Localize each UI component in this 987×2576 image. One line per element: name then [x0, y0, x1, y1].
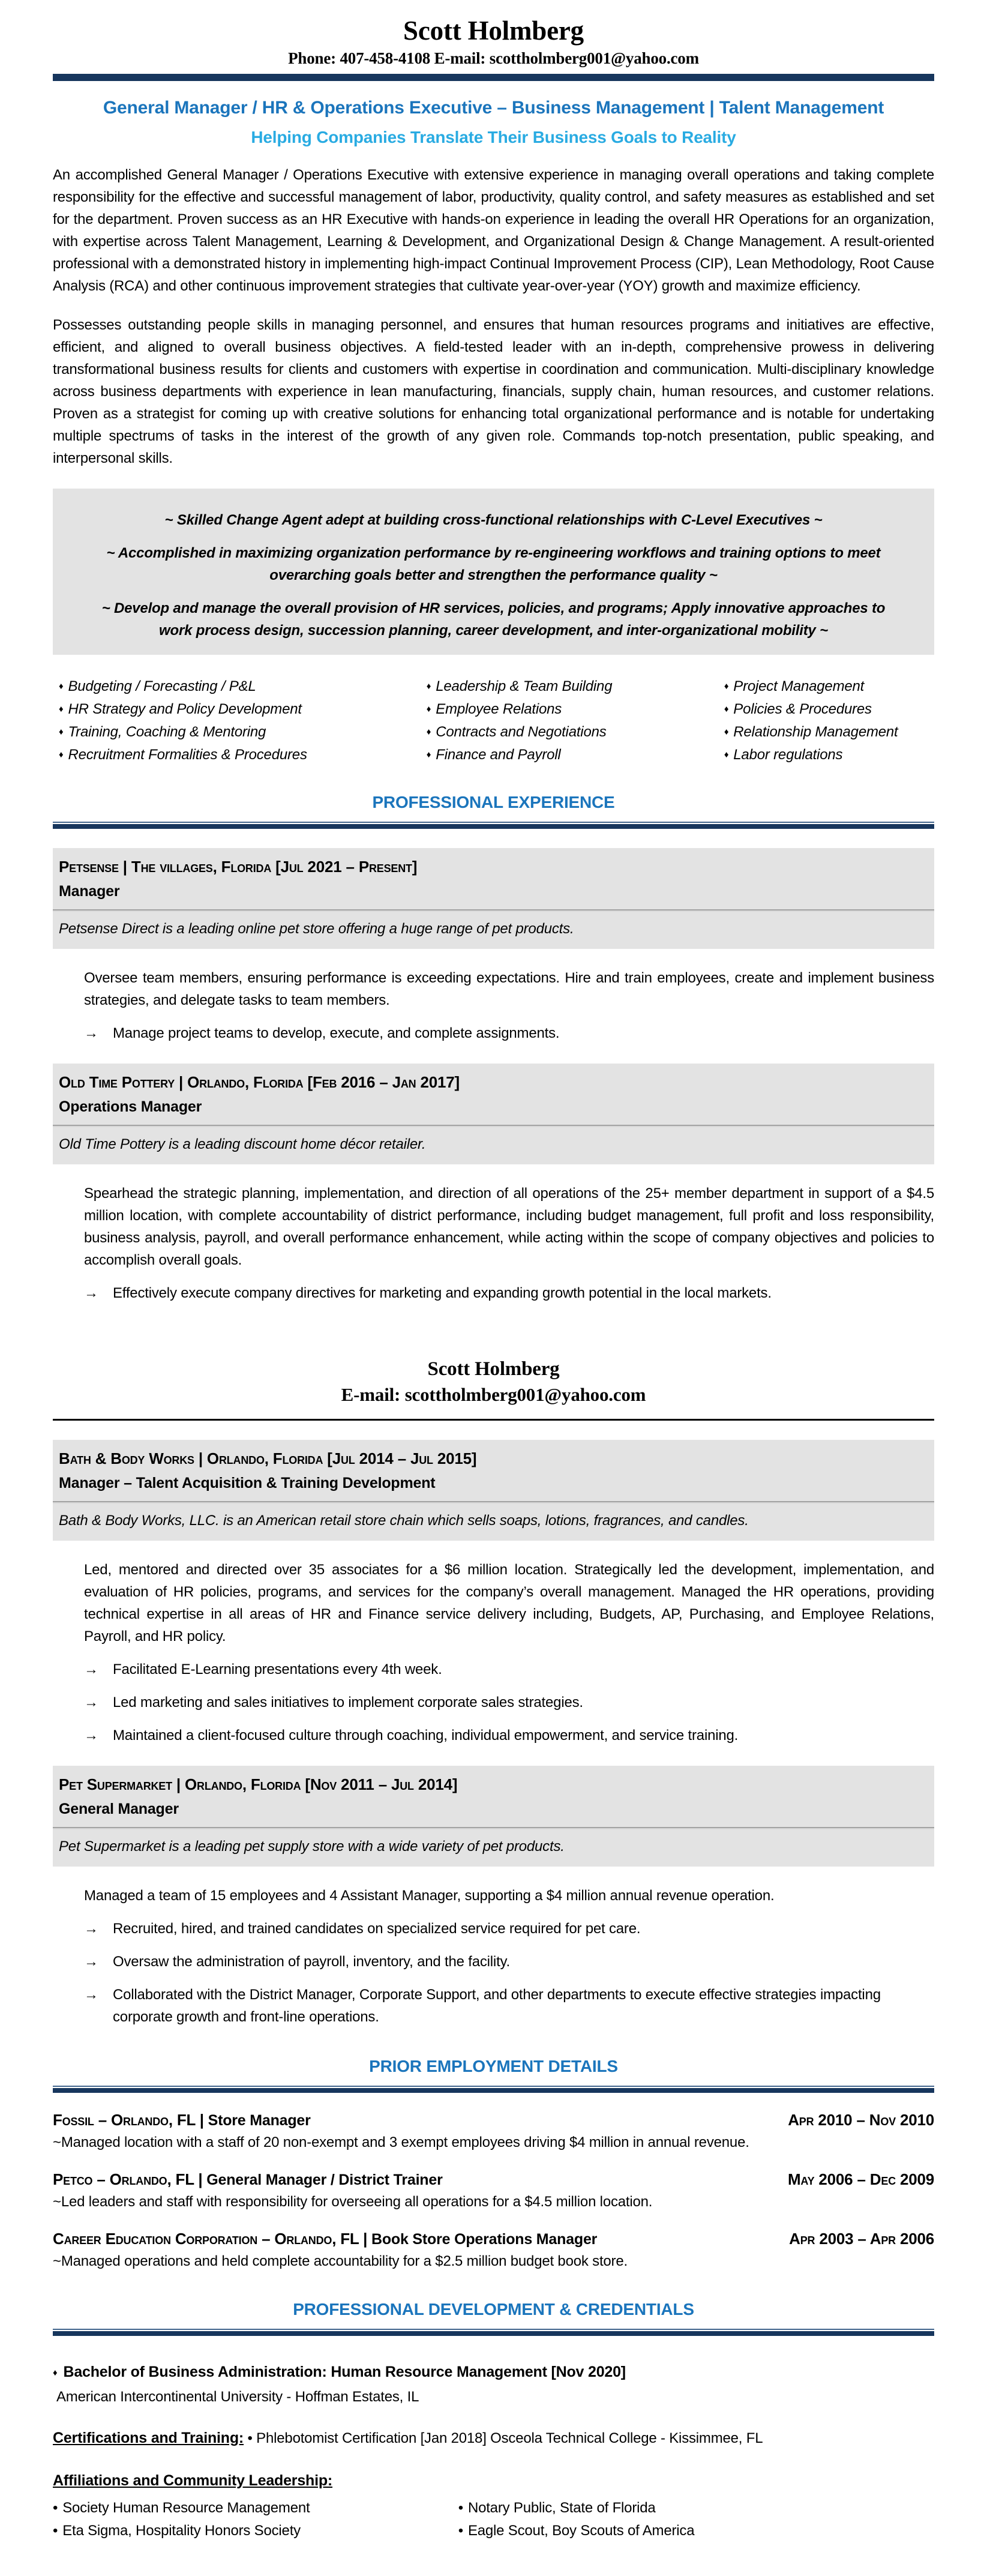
page-divider-rule	[53, 1419, 934, 1421]
prior-job-row-career-education	[53, 2230, 934, 2248]
skill-item	[724, 678, 934, 696]
job-bullet	[84, 1724, 934, 1747]
diamond-bullet-icon: ♦	[59, 681, 64, 691]
bullet-text: Facilitated E-Learning presentations every 4th week.	[113, 1661, 442, 1678]
arrow-bullet-icon: →	[84, 1921, 98, 1937]
skills-column-2	[427, 673, 724, 764]
skill-label: Finance and Payroll	[436, 747, 561, 763]
job-role: Manager – Talent Acquisition & Training Development	[59, 1475, 436, 1491]
job-header-pet-supermarket	[53, 1766, 934, 1867]
skill-item	[427, 723, 724, 741]
prior-job-role: General Manager / District Trainer	[206, 2171, 443, 2188]
dot-bullet-icon: •	[53, 2523, 58, 2539]
degree-line	[53, 2364, 934, 2383]
job-header-old-time-pottery	[53, 1064, 934, 1164]
prior-job-title	[53, 2230, 597, 2248]
affiliations-grid	[53, 2494, 934, 2540]
diamond-bullet-icon: ♦	[724, 727, 729, 737]
prior-job-company: Fossil – Orlando, FL |	[53, 2111, 204, 2129]
certifications-label: Certifications and Training:	[53, 2430, 244, 2446]
skill-label: Training, Coaching & Mentoring	[68, 724, 266, 740]
person-name: Scott Holmberg	[403, 16, 584, 46]
prior-job-dates: Apr 2003 – Apr 2006	[789, 2230, 934, 2248]
job-bullet	[84, 1658, 934, 1681]
skill-item	[724, 700, 934, 718]
rule-thick-line	[53, 824, 934, 829]
page-break-header	[53, 1358, 934, 1421]
prior-job-row-petco	[53, 2170, 934, 2189]
bullet-text: Oversaw the administration of payroll, inventory, and the facility.	[113, 1954, 511, 1970]
skill-label: Employee Relations	[436, 701, 562, 717]
skill-item	[59, 723, 427, 741]
affiliation-item	[458, 2522, 934, 2540]
dot-bullet-icon: •	[53, 2500, 58, 2516]
skills-column-3	[724, 673, 934, 764]
skills-grid	[53, 673, 934, 764]
page-break-name: Scott Holmberg	[427, 1358, 560, 1380]
skill-label: Labor regulations	[733, 747, 843, 763]
job-summary: Led, mentored and directed over 35 associates for a $6 million location. Strategically led the development, implementation, and evaluation of HR policies, programs, and services for the company’s overall management. Managed the HR operations, providing technical expertise in all areas of HR and Finance service delivery including, Budgets, AP, Purchasing, and Employee Relations, Payroll, and HR policy.	[84, 1562, 934, 1645]
resume-subtitle: Helping Companies Translate Their Business Goals to Reality	[251, 128, 736, 146]
arrow-bullet-icon: →	[84, 1661, 98, 1678]
bullet-text: Collaborated with the District Manager, Corporate Support, and other departments to execute effective strategies impacting corporate growth and front-line operations.	[113, 1987, 881, 2025]
arrow-bullet-icon: →	[84, 1954, 98, 1970]
diamond-bullet-icon: ♦	[724, 750, 729, 760]
skill-item	[427, 700, 724, 718]
job-bullet	[84, 1918, 934, 1940]
skill-item	[59, 700, 427, 718]
skill-item	[724, 746, 934, 764]
job-bullet	[84, 1951, 934, 1973]
job-company: Old Time Pottery | Orlando, Florida [Feb 2016 – Jan 2017]	[59, 1073, 460, 1091]
dot-bullet-icon: •	[458, 2523, 463, 2539]
arrow-bullet-icon: →	[84, 1285, 98, 1301]
bullet-text: Led marketing and sales initiatives to implement corporate sales strategies.	[113, 1694, 583, 1711]
skill-label: Recruitment Formalities & Procedures	[68, 747, 307, 763]
highlight-statement: ~ Accomplished in maximizing organization performance by re-engineering workflows and training options to meet overarching goals better and strengthen the performance quality ~	[106, 545, 881, 583]
prior-job-description: ~Managed operations and held complete accountability for a $2.5 million budget book store.	[53, 2253, 628, 2269]
job-role: Manager	[59, 883, 120, 900]
prior-job-role: Store Manager	[208, 2112, 311, 2129]
skill-item	[724, 723, 934, 741]
skill-label: HR Strategy and Policy Development	[68, 701, 302, 717]
prior-job-title	[53, 2111, 311, 2129]
job-bullet	[84, 1984, 934, 2028]
skill-label: Project Management	[733, 678, 865, 694]
prior-job-role: Book Store Operations Manager	[371, 2231, 598, 2248]
rule-thick-line	[53, 2088, 934, 2093]
prior-job-title	[53, 2170, 443, 2189]
arrow-bullet-icon: →	[84, 1727, 98, 1744]
job-summary: Spearhead the strategic planning, implementation, and direction of all operations of the 25+ member department in support of a $4.5 million location, with complete accountability of district performance, including budget management, full profit and loss responsibility, business analysis, payroll, and overall performance enhancement, while acting within the scope of company objectives and policies to accomplish overall goals.	[84, 1185, 934, 1268]
affiliation-item	[53, 2499, 458, 2517]
header-rule	[53, 74, 934, 81]
page-break-email: E-mail: scottholmberg001@yahoo.com	[341, 1384, 646, 1405]
diamond-bullet-icon: ♦	[59, 727, 64, 737]
job-blurb: Old Time Pottery is a leading discount home décor retailer.	[59, 1136, 426, 1152]
skills-column-1	[59, 673, 427, 764]
certifications-text: • Phlebotomist Certification [Jan 2018] Osceola Technical College - Kissimmee, FL	[247, 2430, 763, 2446]
job-summary: Oversee team members, ensuring performance is exceeding expectations. Hire and train employees, create and implement business strategies, and delegate tasks to team members.	[84, 970, 934, 1008]
rule-thick-line	[53, 2331, 934, 2336]
affiliations-heading: Affiliations and Community Leadership:	[53, 2472, 333, 2489]
job-blurb: Petsense Direct is a leading online pet store offering a huge range of pet products.	[59, 921, 574, 937]
skill-label: Budgeting / Forecasting / P&L	[68, 678, 256, 694]
prior-job-company: Career Education Corporation – Orlando, FL |	[53, 2230, 368, 2248]
prior-job-description: ~Led leaders and staff with responsibility for overseeing all operations for a $4.5 million location.	[53, 2194, 653, 2210]
section-rule	[53, 2329, 934, 2336]
skill-label: Contracts and Negotiations	[436, 724, 607, 740]
job-bullet	[84, 1282, 934, 1304]
diamond-bullet-icon: ♦	[53, 2368, 58, 2378]
job-company: Petsense | The villages, Florida [Jul 2021 – Present]	[59, 858, 418, 876]
job-header-bath-body-works	[53, 1440, 934, 1541]
job-header-petsense	[53, 848, 934, 949]
diamond-bullet-icon: ♦	[426, 750, 431, 760]
resume-title: General Manager / HR & Operations Executive – Business Management | Talent Management	[103, 98, 884, 118]
job-blurb: Pet Supermarket is a leading pet supply store with a wide variety of pet products.	[59, 1838, 565, 1855]
skill-label: Policies & Procedures	[733, 701, 872, 717]
school-line: American Intercontinental University - Hoffman Estates, IL	[56, 2389, 419, 2405]
diamond-bullet-icon: ♦	[59, 750, 64, 760]
affiliation-label: Notary Public, State of Florida	[467, 2500, 656, 2516]
job-role: General Manager	[59, 1801, 179, 1817]
job-company: Bath & Body Works | Orlando, Florida [Jul 2014 – Jul 2015]	[59, 1449, 477, 1467]
arrow-bullet-icon: →	[84, 1694, 98, 1711]
diamond-bullet-icon: ♦	[724, 704, 729, 714]
diamond-bullet-icon: ♦	[724, 681, 729, 691]
dot-bullet-icon: •	[458, 2500, 463, 2516]
affiliation-item	[53, 2522, 458, 2540]
summary-paragraph: Possesses outstanding people skills in managing personnel, and ensures that human resources programs and initiatives are effective, efficient, and aligned to overall business objectives. A field-tested leader with an in-depth, comprehensive prowess in delivering transformational business results for clients and customers with expertise in coordination and communication. Multi-disciplinary knowledge across business departments with experience in lean manufacturing, financials, supply chain, human resources, and customer relations. Proven as a strategist for coming up with creative solutions for enhancing total organizational performance and is notable for undertaking multiple spectrums of tasks in the interest of the growth of any given role. Commands top-notch presentation, public speaking, and interpersonal skills.	[53, 317, 934, 466]
bullet-text: Recruited, hired, and trained candidates on specialized service required for pet care.	[113, 1921, 641, 1937]
job-summary: Managed a team of 15 employees and 4 Assistant Manager, supporting a $4 million annual revenue operation.	[84, 1888, 775, 1904]
diamond-bullet-icon: ♦	[59, 704, 64, 714]
prior-job-description: ~Managed location with a staff of 20 non-exempt and 3 exempt employees driving $4 million in annual revenue.	[53, 2134, 749, 2150]
diamond-bullet-icon: ♦	[426, 704, 431, 714]
prior-job-company: Petco – Orlando, FL |	[53, 2170, 203, 2188]
arrow-bullet-icon: →	[84, 1987, 98, 2003]
bullet-text: Manage project teams to develop, execute, and complete assignments.	[113, 1025, 560, 1041]
diamond-bullet-icon: ♦	[426, 681, 431, 691]
skill-item	[427, 746, 724, 764]
job-blurb: Bath & Body Works, LLC. is an American retail store chain which sells soaps, lotions, fragrances, and candles.	[59, 1512, 749, 1529]
skill-item	[427, 678, 724, 696]
section-rule	[53, 2086, 934, 2093]
bullet-text: Effectively execute company directives for marketing and expanding growth potential in the local markets.	[113, 1285, 772, 1301]
section-heading-development: PROFESSIONAL DEVELOPMENT & CREDENTIALS	[293, 2300, 694, 2319]
highlight-statement: ~ Develop and manage the overall provision of HR services, policies, and programs; Apply innovative approaches to work process design, succession planning, career development, and inter-organizational mobility ~	[101, 600, 886, 639]
affiliation-label: Eta Sigma, Hospitality Honors Society	[62, 2523, 301, 2539]
highlight-statement: ~ Skilled Change Agent adept at building cross-functional relationships with C-Level Executives ~	[164, 512, 823, 528]
affiliation-label: Society Human Resource Management	[62, 2500, 310, 2516]
degree-text: Bachelor of Business Administration: Human Resource Management [Nov 2020]	[63, 2364, 626, 2380]
skill-label: Leadership & Team Building	[436, 678, 613, 694]
skill-label: Relationship Management	[733, 724, 898, 740]
diamond-bullet-icon: ♦	[426, 727, 431, 737]
affiliations-column-1	[53, 2494, 458, 2540]
bullet-text: Maintained a client-focused culture through coaching, individual empowerment, and service training.	[113, 1727, 739, 1744]
affiliations-column-2	[458, 2494, 934, 2540]
certifications-line	[53, 2430, 934, 2447]
job-company: Pet Supermarket | Orlando, Florida [Nov 2011 – Jul 2014]	[59, 1775, 458, 1793]
arrow-bullet-icon: →	[84, 1025, 98, 1041]
prior-job-dates: May 2006 – Dec 2009	[787, 2170, 934, 2188]
section-rule	[53, 822, 934, 829]
skill-item	[59, 678, 427, 696]
prior-job-dates: Apr 2010 – Nov 2010	[788, 2111, 934, 2129]
affiliation-label: Eagle Scout, Boy Scouts of America	[467, 2523, 695, 2539]
job-bullet	[84, 1022, 934, 1044]
skill-item	[59, 746, 427, 764]
affiliation-item	[458, 2499, 934, 2517]
contact-line: Phone: 407-458-4108 E-mail: scottholmberg001@yahoo.com	[288, 49, 699, 67]
highlights-box	[53, 489, 934, 655]
section-heading-professional-experience: PROFESSIONAL EXPERIENCE	[372, 793, 615, 811]
job-bullet	[84, 1691, 934, 1714]
summary-paragraph: An accomplished General Manager / Operations Executive with extensive experience in managing overall operations and taking complete responsibility for the effective and successful management of labor, productivity, quality control, and safety measures as established and set for the department. Proven success as an HR Executive with hands-on experience in leading the overall HR Operations for an organization, with expertise across Talent Management, Learning & Development, and Organizational Design & Change Management. A result-oriented professional with a demonstrated history in implementing high-impact Continual Improvement Process (CIP), Lean Methodology, Root Cause Analysis (RCA) and other continuous improvement strategies that cultivate year-over-year (YOY) growth and maximize efficiency.	[53, 167, 934, 294]
prior-job-row-fossil	[53, 2111, 934, 2129]
section-heading-prior-employment: PRIOR EMPLOYMENT DETAILS	[369, 2057, 618, 2075]
job-role: Operations Manager	[59, 1098, 202, 1115]
